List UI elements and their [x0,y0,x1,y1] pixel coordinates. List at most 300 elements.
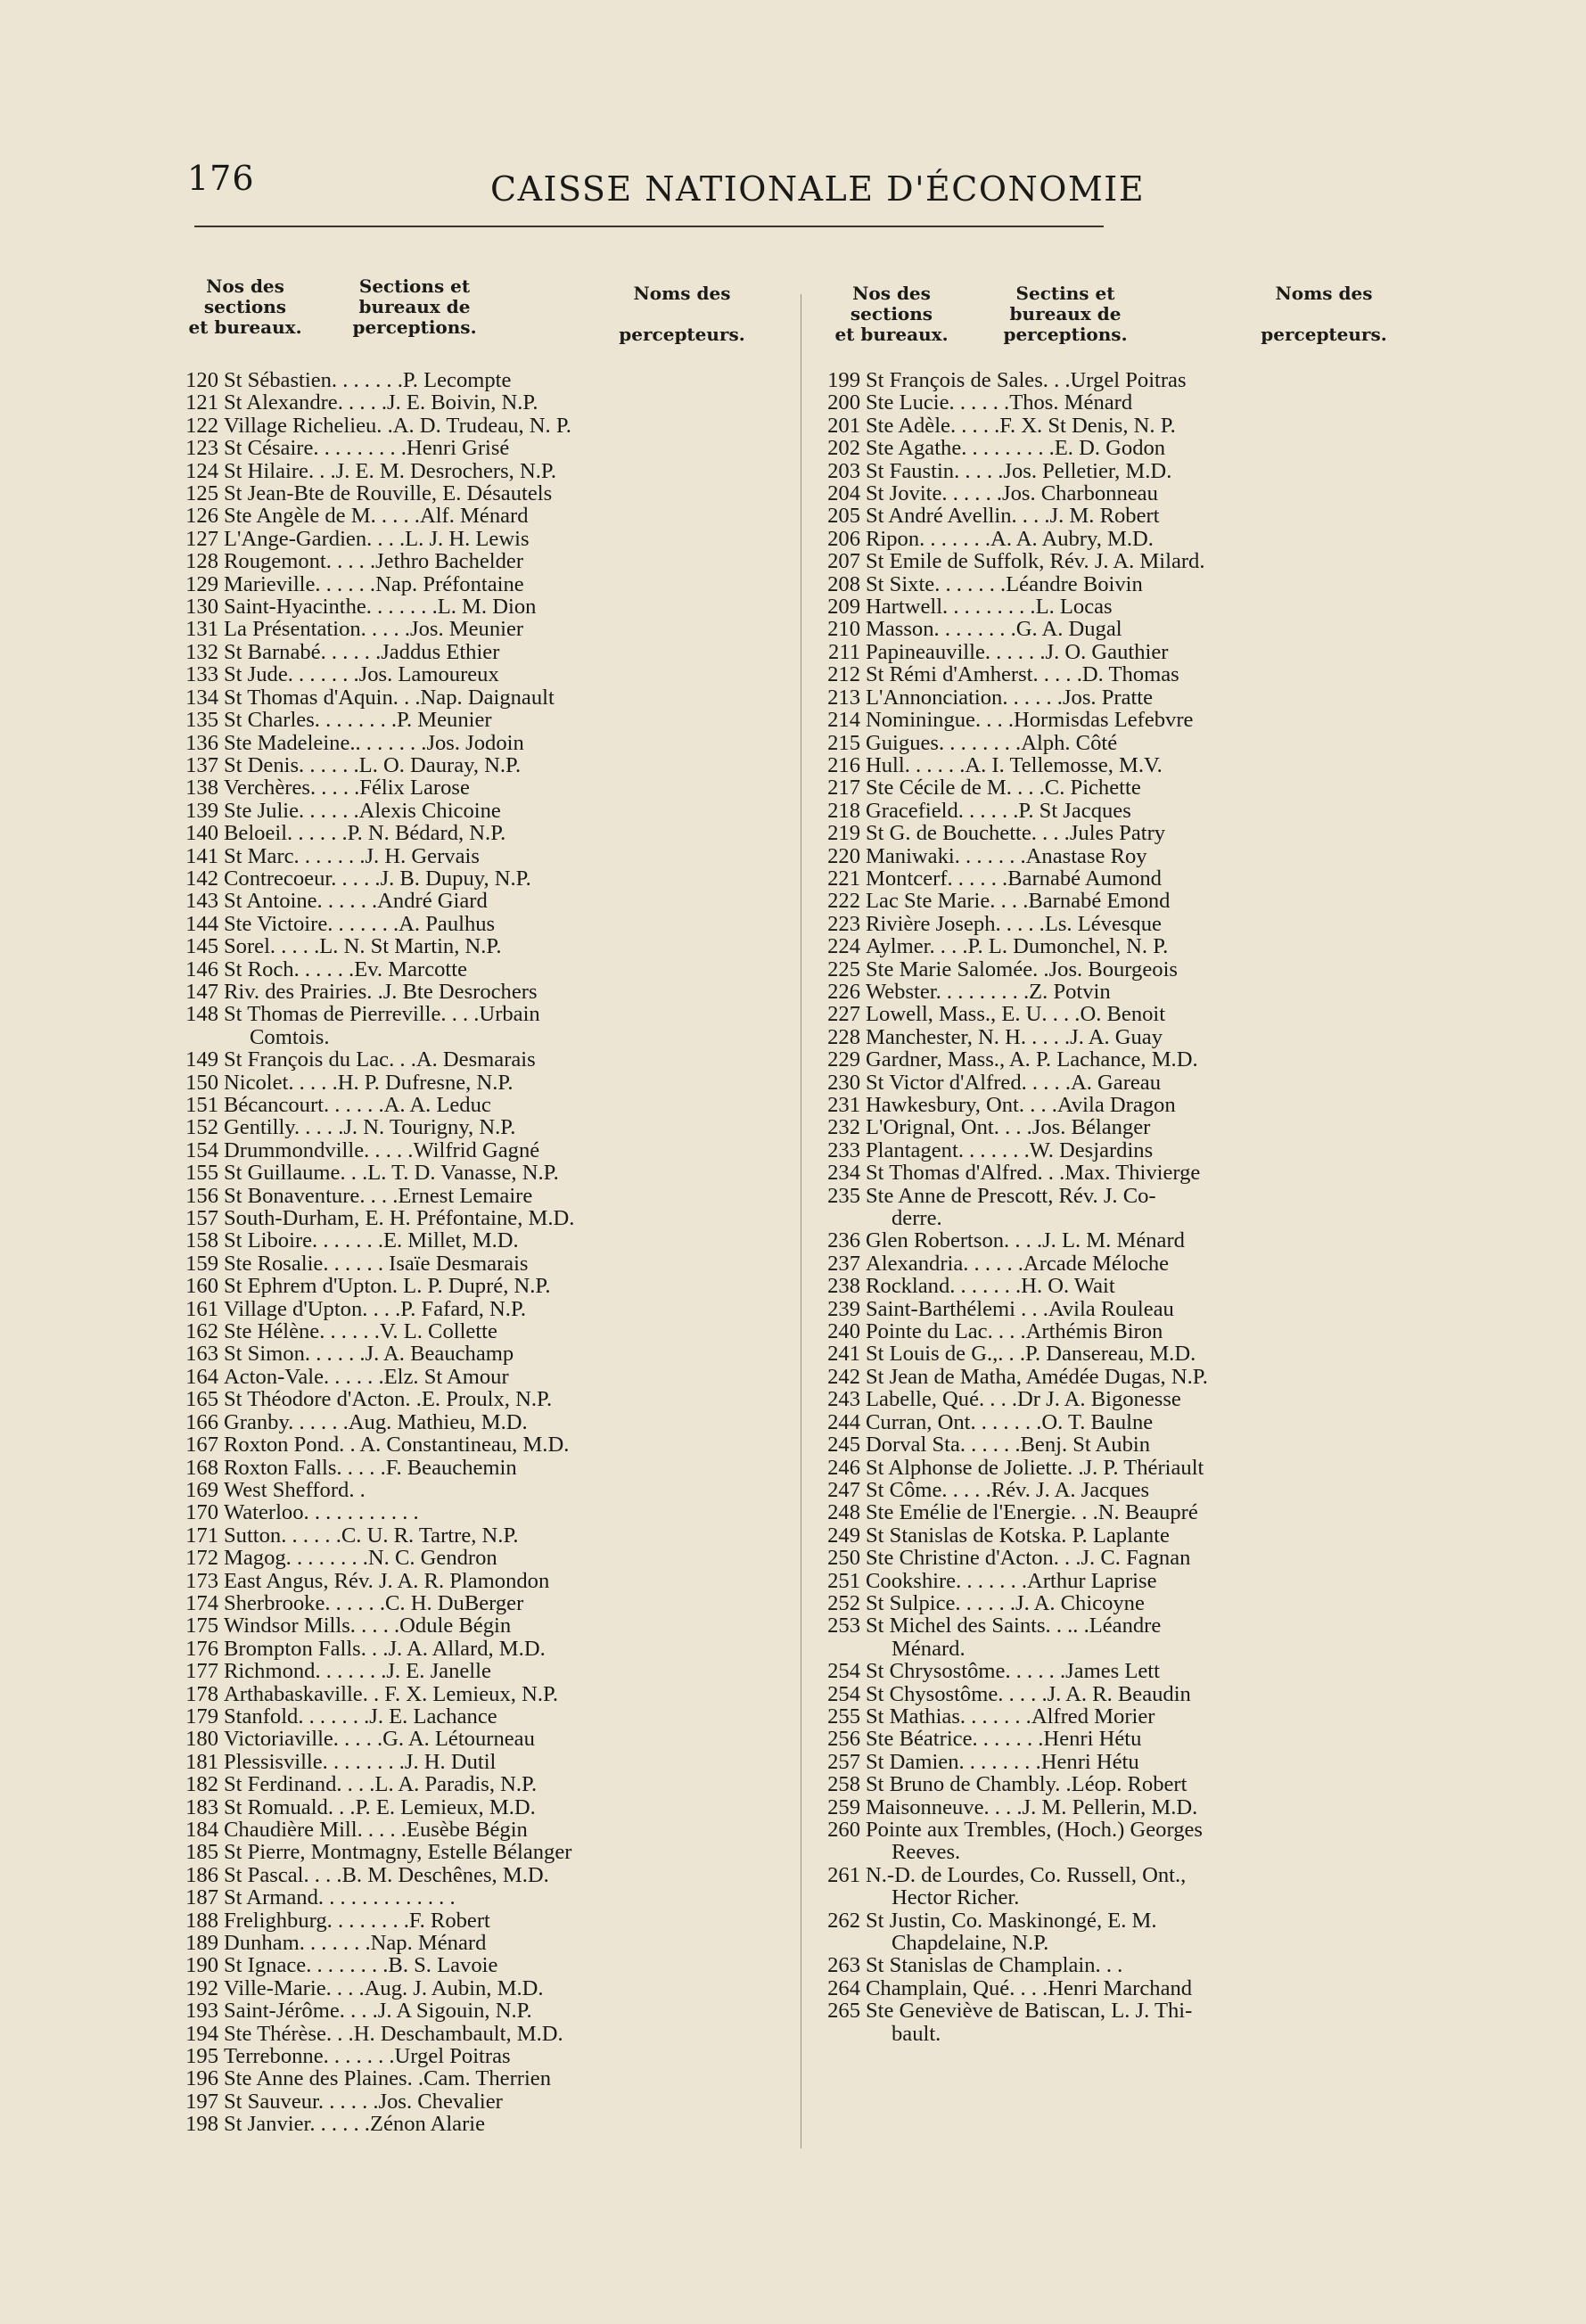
entry-text: Windsor Mills. . . . .Odule Bégin [224,1614,512,1638]
list-item [820,776,1409,799]
entry-text: Ste Christine d'Acton. . .J. C. Fagnan [866,1546,1191,1571]
entry-text: Village Richelieu. .A. D. Trudeau, N. P. [224,413,571,438]
section-number: 232 [827,1115,860,1140]
list-item [178,1592,758,1614]
header-line: percepteurs. [619,324,745,345]
list-item [178,618,758,640]
list-item [820,1026,1409,1048]
list-item [820,573,1409,595]
list-item [820,437,1409,459]
section-number: 251 [827,1568,860,1593]
entry-text: Rockland. . . . . . .H. O. Wait [866,1274,1115,1299]
entry-text: St Sulpice. . . . . .J. A. Chicoyne [866,1590,1145,1615]
entry-text: Ville-Marie. . . .Aug. J. Aubin, M.D. [224,1975,544,2000]
entry-text: Rivière Joseph. . . . .Ls. Lévesque [866,911,1162,936]
entry-text: Nicolet. . . . .H. P. Dufresne, N.P. [224,1070,514,1095]
right-header-collectors [1248,283,1400,345]
list-item [820,369,1409,391]
entry-text: L'Annonciation. . . . . .Jos. Pratte [866,685,1154,710]
section-number: 199 [827,368,860,392]
list-item [178,437,758,459]
list-item [820,709,1409,731]
list-item [820,981,1409,1003]
list-item [820,913,1409,935]
list-item [820,528,1409,550]
entry-text: St Armand. . . . . . . . . . . . . [224,1885,456,1910]
entry-text: Cookshire. . . . . . .Arthur Laprise [866,1568,1157,1593]
entry-text: Victoriaville. . . . .G. A. Létourneau [224,1727,535,1752]
entry-text: Gentilly. . . . .J. N. Tourigny, N.P. [224,1115,516,1140]
section-number: 147 [185,979,218,1004]
list-item [820,1570,1409,1592]
section-number: 139 [185,798,218,823]
section-number: 151 [185,1093,218,1117]
list-item [820,1275,1409,1297]
section-number: 149 [185,1047,218,1072]
list-item [178,1388,758,1410]
section-number: 239 [827,1296,860,1321]
entry-text: St Michel des Saints. . .. .Léandre [866,1614,1162,1638]
section-number: 156 [185,1183,218,1208]
section-number: 136 [185,730,218,755]
entry-text: St André Avellin. . . .J. M. Robert [866,504,1160,529]
entry-text: Guigues. . . . . . . .Alph. Côté [866,730,1118,755]
entry-continuation: Hector Richer. [892,1885,1020,1910]
section-number: 173 [185,1568,218,1593]
list-item [178,1252,758,1275]
list-item [178,2045,758,2067]
section-number: 145 [185,934,218,959]
entry-text: Gardner, Mass., A. P. Lachance, M.D. [866,1047,1198,1072]
entry-text: Sherbrooke. . . . . .C. H. DuBerger [224,1590,524,1615]
section-number: 155 [185,1161,218,1186]
header-line: sections [203,296,287,317]
list-item [178,663,758,686]
entry-text: St François de Sales. . .Urgel Poitras [866,368,1187,392]
header-line: sections [850,303,933,324]
section-number: 224 [827,934,860,959]
entry-text: Saint-Jérôme. . . .J. A Sigouin, N.P. [224,1999,532,2024]
section-number: 152 [185,1115,218,1140]
entry-text: St François du Lac. . .A. Desmarais [224,1047,536,1072]
list-item [178,595,758,618]
section-number: 181 [185,1749,218,1774]
list-item [178,845,758,867]
left-header-sections [343,276,486,338]
header-line: Sectins et [1015,283,1115,304]
section-number: 179 [185,1704,218,1729]
list-item [178,754,758,776]
entry-text: Pointe du Lac. . . .Arthémis Biron [866,1319,1163,1344]
section-number: 175 [185,1614,218,1638]
entry-text: Alexandria. . . . . .Arcade Méloche [866,1251,1170,1276]
section-number: 167 [185,1433,218,1458]
entry-text: Labelle, Qué. . . .Dr J. A. Bigonesse [866,1387,1181,1412]
header-line: et bureaux. [188,316,302,338]
list-item [178,1275,758,1297]
section-number: 241 [827,1342,860,1367]
section-number: 262 [827,1908,860,1933]
section-number: 172 [185,1546,218,1571]
list-item [820,1592,1409,1614]
list-item [820,1116,1409,1138]
section-number: 200 [827,390,860,415]
section-number: 194 [185,2021,218,2046]
section-number: 236 [827,1228,860,1253]
list-item [178,800,758,822]
list-item [820,1683,1409,1705]
entry-text: Glen Robertson. . . .J. L. M. Ménard [866,1228,1185,1253]
list-item [178,1909,758,1932]
list-item [820,1229,1409,1252]
entry-text: Champlain, Qué. . . .Henri Marchand [866,1975,1193,2000]
entry-text: Ste Madeleine.. . . . . . .Jos. Jodoin [224,730,524,755]
section-number: 264 [827,1975,860,2000]
entry-text: St Jean de Matha, Amédée Dugas, N.P. [866,1364,1208,1389]
entry-text: Manchester, N. H. . . . .J. A. Guay [866,1024,1163,1049]
entry-text: Lac Ste Marie. . . .Barnabé Emond [866,889,1171,914]
list-item [178,1501,758,1523]
list-item [820,732,1409,754]
section-number: 187 [185,1885,218,1910]
section-number: 247 [827,1477,860,1502]
list-item [820,595,1409,618]
entry-text: Drummondville. . . . .Wilfrid Gagné [224,1137,540,1162]
list-item [178,1320,758,1343]
entry-text: Saint-Hyacinthe. . . . . . .L. M. Dion [224,595,537,620]
list-item [820,800,1409,822]
list-item [820,1796,1409,1819]
right-entry-list [820,369,1409,2045]
left-header-collectors [606,283,758,345]
header-line [606,304,758,324]
entry-text: St Césaire. . . . . . . . .Henri Grisé [224,436,510,461]
entry-text: L'Ange-Gardien. . . .L. J. H. Lewis [224,526,530,551]
entry-text: St Rémi d'Amherst. . . . .D. Thomas [866,662,1179,687]
section-number: 183 [185,1794,218,1819]
entry-text: St Sauveur. . . . . .Jos. Chevalier [224,2089,503,2114]
section-number: 171 [185,1523,218,1548]
list-item [178,935,758,957]
entry-text: Arthabaskaville. . F. X. Lemieux, N.P. [224,1681,559,1706]
list-item [820,1072,1409,1094]
list-item [178,1229,758,1252]
entry-text: Richmond. . . . . . .J. E. Janelle [224,1659,491,1684]
section-number: 184 [185,1818,218,1842]
entry-text: St Stanislas de Kotska. P. Laplante [866,1523,1170,1548]
list-item [178,1954,758,1976]
entry-text: Ste Thérèse. . .H. Deschambault, M.D. [224,2021,563,2046]
list-item [820,1479,1409,1501]
section-number: 257 [827,1749,860,1774]
list-item [178,1433,758,1456]
list-item [820,1524,1409,1547]
section-number: 223 [827,911,860,936]
list-item [178,1570,758,1592]
list-item [178,1479,758,1501]
list-item [178,1819,758,1841]
section-number: 170 [185,1500,218,1525]
list-item [820,1954,1409,1976]
list-item [178,1298,758,1320]
header-line: bureaux de [1009,303,1122,324]
section-number: 206 [827,526,860,551]
list-item [820,1388,1409,1410]
list-item [178,1524,758,1547]
entry-text: Maisonneuve. . . .J. M. Pellerin, M.D. [866,1794,1198,1819]
entry-text: Dorval Sta. . . . . .Benj. St Aubin [866,1433,1151,1458]
list-item [178,1683,758,1705]
section-number: 226 [827,979,860,1004]
list-item [178,1457,758,1479]
entry-text: Ste Marie Salomée. .Jos. Bourgeois [866,957,1178,981]
section-number: 133 [185,662,218,687]
section-number: 144 [185,911,218,936]
list-item [820,618,1409,640]
list-item [178,1728,758,1750]
header-line: Noms des [1275,283,1373,304]
list-item [178,641,758,663]
header-line: Nos des [852,283,931,304]
entry-text: St Antoine. . . . . .André Giard [224,889,488,914]
list-item [820,1977,1409,2000]
entry-text: St Barnabé. . . . . .Jaddus Ethier [224,639,500,664]
entry-text: St Simon. . . . . .J. A. Beauchamp [224,1342,514,1367]
header-rule [194,226,1104,227]
entry-text: Magog. . . . . . . .N. C. Gendron [224,1546,497,1571]
section-number: 227 [827,1002,860,1027]
section-number: 245 [827,1433,860,1458]
entry-text: St Thomas d'Alfred. . .Max. Thivierge [866,1161,1201,1186]
entry-text: St Louis de G.,. . .P. Dansereau, M.D. [866,1342,1196,1367]
entry-text: Ste Anne des Plaines. .Cam. Therrien [224,2066,552,2091]
page-number: 176 [187,159,255,198]
entry-text: East Angus, Rév. J. A. R. Plamondon [224,1568,550,1593]
section-number: 180 [185,1727,218,1752]
entry-text: Curran, Ont. . . . . . .O. T. Baulne [866,1409,1154,1434]
entry-text: St Hilaire. . .J. E. M. Desrochers, N.P. [224,458,556,483]
list-item [178,867,758,890]
list-item [820,754,1409,776]
entry-text: Sutton. . . . . .C. U. R. Tartre, N.P. [224,1523,519,1548]
entry-text: St Romuald. . .P. E. Lemieux, M.D. [224,1794,536,1819]
list-item [178,1864,758,1886]
section-number: 197 [185,2089,218,2114]
entry-text: L'Orignal, Ont. . . .Jos. Bélanger [866,1115,1151,1140]
entry-text: St Ferdinand. . . .L. A. Paradis, N.P. [224,1772,538,1797]
section-number: 235 [827,1183,860,1208]
entry-text: Masson. . . . . . . .G. A. Dugal [866,617,1122,642]
list-item [178,1072,758,1094]
section-number: 129 [185,571,218,596]
entry-text: Rougemont. . . . .Jethro Bachelder [224,549,524,574]
entry-text: Granby. . . . . .Aug. Mathieu, M.D. [224,1409,528,1434]
entry-text: Maniwaki. . . . . . .Anastase Roy [866,843,1147,868]
list-item [178,1139,758,1162]
section-number: 246 [827,1455,860,1480]
list-item [178,1614,758,1637]
entry-text: St Ephrem d'Upton. L. P. Dupré, N.P. [224,1274,551,1299]
section-number: 148 [185,1002,218,1027]
list-item [820,1773,1409,1795]
entry-text: St Chrysostôme. . . . . .James Lett [866,1659,1160,1684]
entry-text: St Thomas de Pierreville. . . .Urbain [224,1002,540,1027]
header-line: et bureaux. [834,324,949,345]
entry-text: Ste Lucie. . . . . .Thos. Ménard [866,390,1133,415]
section-number: 176 [185,1636,218,1661]
entry-text: Dunham. . . . . . .Nap. Ménard [224,1931,487,1956]
list-item [820,1547,1409,1569]
list-item [178,709,758,731]
header-line: percepteurs. [1261,324,1387,345]
list-item [820,505,1409,527]
entry-text: Ste Geneviève de Batiscan, L. J. Thi- [866,1999,1193,2024]
list-item [178,1207,758,1229]
section-number: 138 [185,776,218,801]
entry-text: St Théodore d'Acton. .E. Proulx, N.P. [224,1387,553,1412]
section-number: 164 [185,1364,218,1389]
list-item [178,913,758,935]
list-item [820,415,1409,437]
list-item [820,1162,1409,1184]
entry-text: St Marc. . . . . . .J. H. Gervais [224,843,480,868]
list-item [178,1773,758,1795]
section-number: 230 [827,1070,860,1095]
section-number: 122 [185,413,218,438]
entry-text: St Damien. . . . . . . .Henri Hétu [866,1749,1139,1774]
section-number: 228 [827,1024,860,1049]
entry-text: Sorel. . . . .L. N. St Martin, N.P. [224,934,502,959]
entry-text: St Jovite. . . . . .Jos. Charbonneau [866,481,1158,506]
entry-text: Ste Anne de Prescott, Rév. J. Co- [866,1183,1156,1208]
entry-text: Montcerf. . . . . .Barnabé Aumond [866,866,1162,891]
entry-text: St Faustin. . . . .Jos. Pelletier, M.D. [866,458,1172,483]
list-item [178,1796,758,1819]
section-number: 249 [827,1523,860,1548]
section-number: 125 [185,481,218,506]
section-number: 127 [185,526,218,551]
section-number: 166 [185,1409,218,1434]
entry-text: Bécancourt. . . . . .A. A. Leduc [224,1093,491,1117]
list-item [820,641,1409,663]
entry-text: Frelighburg. . . . . . . .F. Robert [224,1908,490,1933]
entry-text: St Jude. . . . . . .Jos. Lamoureux [224,662,499,687]
section-number: 146 [185,957,218,981]
header-line: Sections et [358,275,471,297]
section-number: 142 [185,866,218,891]
entry-text: St Victor d'Alfred. . . . .A. Gareau [866,1070,1162,1095]
list-item [178,1547,758,1569]
section-number: 196 [185,2066,218,2091]
list-item [178,1932,758,1954]
section-number: 244 [827,1409,860,1434]
section-number: 209 [827,595,860,620]
header-line: Noms des [633,283,731,304]
list-item [820,686,1409,709]
section-number: 130 [185,595,218,620]
list-item [178,482,758,505]
list-item [820,1185,1409,1207]
section-number: 165 [185,1387,218,1412]
section-number: 193 [185,1999,218,2024]
section-number: 254 [827,1659,860,1684]
section-number: 248 [827,1500,860,1525]
section-number: 161 [185,1296,218,1321]
entry-text: Plessisville. . . . . . . .J. H. Dutil [224,1749,497,1774]
section-number: 178 [185,1681,218,1706]
list-item [178,1162,758,1184]
entry-text: Ste Agathe. . . . . . . . .E. D. Godon [866,436,1166,461]
entry-text: Ste Cécile de M. . . .C. Pichette [866,776,1141,801]
section-number: 237 [827,1251,860,1276]
list-item [178,2067,758,2090]
entry-text: St Justin, Co. Maskinongé, E. M. [866,1908,1157,1933]
list-item [178,573,758,595]
section-number: 158 [185,1228,218,1253]
list-item [178,391,758,414]
entry-text: St Côme. . . . .Rév. J. A. Jacques [866,1477,1150,1502]
header-line: perceptions. [1003,324,1128,345]
section-number: 134 [185,685,218,710]
section-number: 205 [827,504,860,529]
entry-continuation: Comtois. [250,1024,330,1049]
entry-text: Contrecoeur. . . . .J. B. Dupuy, N.P. [224,866,531,891]
section-number: 220 [827,843,860,868]
list-item [820,1864,1409,1886]
list-item [820,1614,1409,1637]
section-number: 185 [185,1840,218,1865]
section-number: 154 [185,1137,218,1162]
list-item [178,369,758,391]
section-number: 215 [827,730,860,755]
section-number: 160 [185,1274,218,1299]
list-item [178,1366,758,1388]
entry-text: Acton-Vale. . . . . .Elz. St Amour [224,1364,509,1389]
entry-text: St Ignace. . . . . . . .B. S. Lavoie [224,1953,498,1978]
section-number: 137 [185,752,218,777]
entry-text: St Sébastien. . . . . . .P. Lecompte [224,368,512,392]
entry-text: Plantagent. . . . . . .W. Desjardins [866,1137,1154,1162]
section-number: 231 [827,1093,860,1117]
entry-text: St G. de Bouchette. . . .Jules Patry [866,821,1166,846]
entry-text: Ste Hélène. . . . . .V. L. Collette [224,1319,497,1344]
section-number: 207 [827,549,860,574]
section-number: 208 [827,571,860,596]
entry-text: St Stanislas de Champlain. . . [866,1953,1123,1978]
list-item [178,2090,758,2113]
list-item [820,958,1409,981]
entry-text: Saint-Barthélemi . . .Avila Rouleau [866,1296,1174,1321]
list-item [820,1705,1409,1728]
header-line: bureaux de [358,296,471,317]
entry-text: Ste Julie. . . . . .Alexis Chicoine [224,798,501,823]
list-item [820,1751,1409,1773]
entry-text: Papineauville. . . . . .J. O. Gauthier [866,639,1169,664]
section-number: 253 [827,1614,860,1638]
list-item [178,1705,758,1728]
right-header-numbers [829,283,954,345]
section-number: 254 [827,1681,860,1706]
entry-text: Marieville. . . . . .Nap. Préfontaine [224,571,524,596]
entry-text: St Charles. . . . . . . .P. Meunier [224,708,492,733]
entry-text: Ste Rosalie. . . . . . Isaïe Desmarais [224,1251,529,1276]
entry-text: St Chysostôme. . . . .J. A. R. Beaudin [866,1681,1191,1706]
section-number: 255 [827,1704,860,1729]
list-item [820,1909,1409,1932]
entry-text: Hull. . . . . .A. I. Tellemosse, M.V. [866,752,1163,777]
section-number: 214 [827,708,860,733]
list-item [178,822,758,844]
